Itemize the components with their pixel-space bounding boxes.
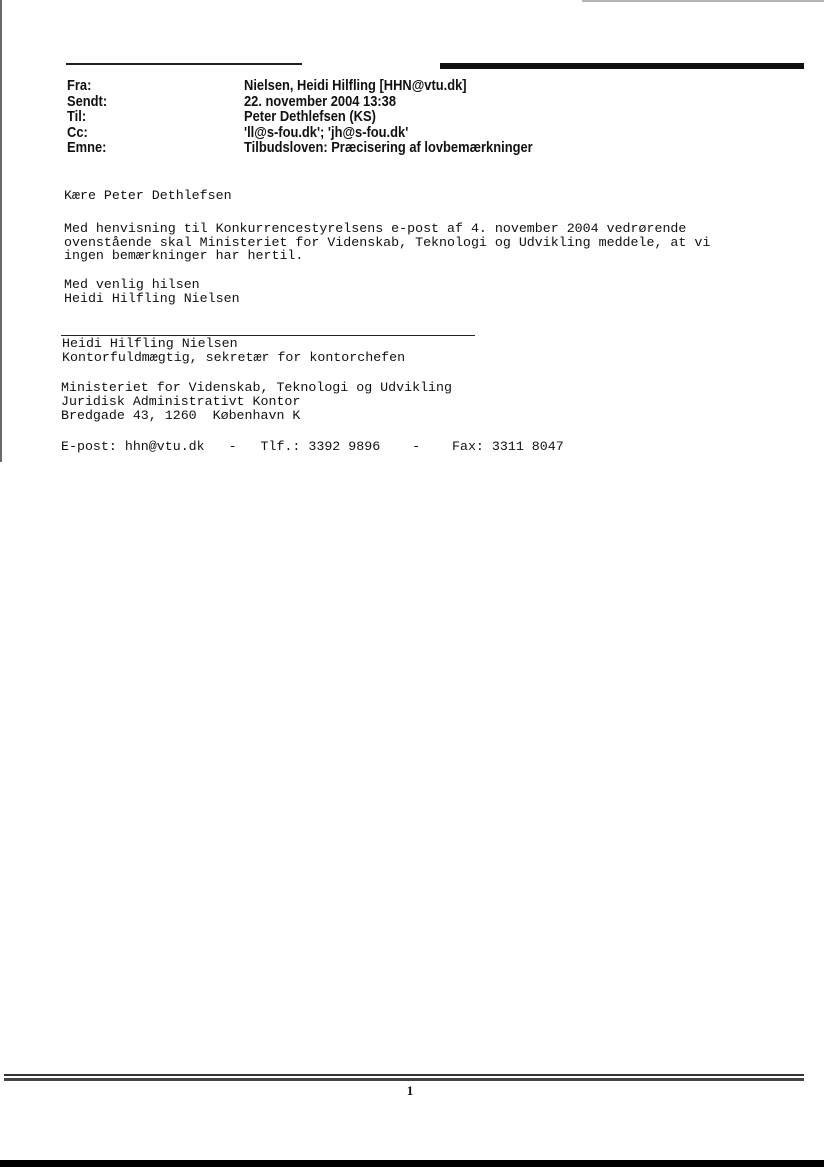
signature-contact: E-post: hhn@vtu.dk - Tlf.: 3392 9896 - Fax: 3311 8047	[61, 439, 564, 454]
scan-edge-top	[582, 0, 824, 2]
closing-name: Heidi Hilfling Nielsen	[64, 291, 240, 306]
sent-label: Sendt:	[67, 92, 108, 110]
footer-rule-bottom	[4, 1078, 804, 1081]
header-row-sent	[67, 94, 807, 110]
header-row-subject	[67, 140, 807, 156]
signature-org: Ministeriet for Videnskab, Teknologi og Udvikling	[61, 380, 452, 395]
scan-edge-bottom	[0, 1160, 824, 1167]
footer-rule-top	[4, 1074, 804, 1076]
from-label: Fra:	[67, 77, 92, 94]
to-value: Peter Dethlefsen (KS)	[244, 108, 376, 125]
header-row-from	[67, 78, 807, 94]
subject-value: Tilbudsloven: Præcisering af lovbemærkninger	[244, 139, 533, 156]
scan-edge-left	[0, 0, 2, 462]
header-rule-right	[440, 63, 804, 69]
closing: Med venlig hilsen	[64, 277, 200, 292]
signature-department: Juridisk Administrativt Kontor	[61, 394, 301, 409]
cc-value: 'll@s-fou.dk'; 'jh@s-fou.dk'	[244, 123, 409, 141]
greeting: Kære Peter Dethlefsen	[64, 188, 232, 203]
sent-value: 22. november 2004 13:38	[244, 92, 397, 110]
header-rule-left	[66, 63, 302, 65]
from-value: Nielsen, Heidi Hilfling [HHN@vtu.dk]	[244, 77, 467, 94]
body-line-1: Med henvisning til Konkurrencestyrelsens e-post af 4. november 2004 vedrørende	[64, 221, 687, 236]
page-number: 1	[406, 1083, 414, 1098]
subject-label: Emne:	[67, 139, 107, 156]
email-header	[67, 78, 807, 156]
header-row-to	[67, 109, 807, 125]
header-row-cc	[67, 125, 807, 141]
body-line-3: ingen bemærkninger har hertil.	[64, 248, 304, 263]
signature-title: Kontorfuldmægtig, sekretær for kontorchefen	[62, 350, 406, 365]
cc-label: Cc:	[67, 123, 88, 141]
signature-address: Bredgade 43, 1260 København K	[61, 408, 301, 423]
to-label: Til:	[67, 108, 87, 125]
body-line-2: ovenstående skal Ministeriet for Videnskab, Teknologi og Udvikling meddele, at vi	[64, 235, 711, 250]
signature-name: Heidi Hilfling Nielsen	[62, 336, 238, 351]
